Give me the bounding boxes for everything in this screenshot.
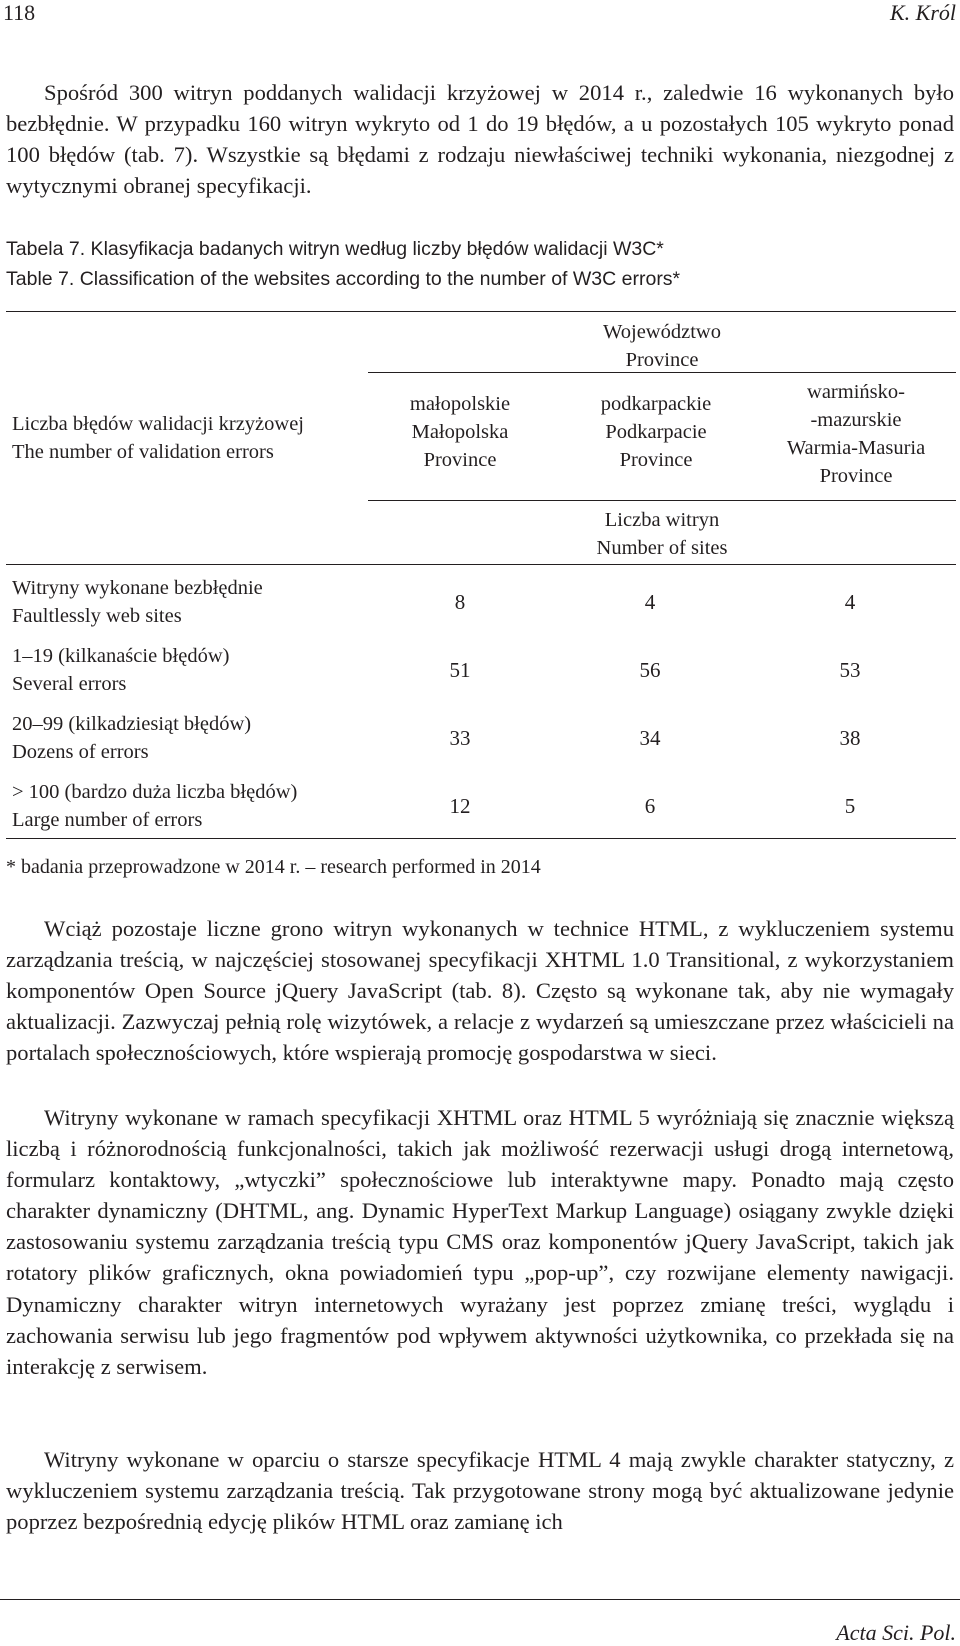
row-label-pl: 1–19 (kilkanaście błędów) — [12, 645, 230, 667]
table-cell-value: 53 — [839, 658, 861, 682]
footer-rule — [0, 1599, 960, 1600]
table-cell-value: 4 — [844, 590, 856, 614]
paragraph-html4: Witryny wykonane w oparciu o starsze specyfikacje HTML 4 mają zwykle charakter statyczny, z wykluczeniem systemu zarządzania treścią. Tak przygotowane strony mogą być aktualizowane jedynie poprzez bezpośrednią edycję plików HTML oraz zamianę ich — [6, 1447, 954, 1535]
table-rule-count — [368, 500, 956, 501]
column-header-line: Province — [819, 465, 893, 487]
column-header-line: warmińsko- — [807, 381, 905, 403]
page-number: 118 — [3, 0, 36, 25]
paragraph-intro: Spośród 300 witryn poddanych walidacji krzyżowej w 2014 r., zaledwie 16 wykonanych było bezbłędnie. W przypadku 160 witryn wykryto od 1 do 19 błędów, a u pozostałych 105 wykryto ponad 100 błędów (tab. 7). Wszystkie są błędami z rodzaju niewłaściwej techniki wykonania, niezgodnej z wytycznymi obranej specyfikacji. — [6, 80, 954, 199]
column-header-line: Małopolska — [411, 421, 509, 443]
running-author: K. Król — [889, 0, 956, 25]
table-rule-bottom — [6, 838, 956, 839]
column-header-line: podkarpackie — [600, 393, 712, 415]
table-cell-value: 6 — [644, 794, 656, 818]
province-group-header-en: Province — [625, 349, 699, 371]
province-group-header-pl: Województwo — [603, 321, 721, 343]
column-header-podkarpacie — [550, 390, 762, 474]
table-cell-value: 12 — [449, 794, 471, 818]
table-cell-value: 51 — [449, 658, 471, 682]
count-header-en: Number of sites — [596, 537, 728, 559]
row-label — [12, 574, 368, 630]
table-cell-value: 33 — [449, 726, 471, 750]
table-rule-top — [6, 311, 956, 312]
column-header-line: Podkarpacie — [605, 421, 707, 443]
row-label — [12, 710, 368, 766]
province-group-header — [368, 318, 956, 374]
row-header-en: The number of validation errors — [12, 441, 274, 463]
row-label-en: Large number of errors — [12, 809, 203, 831]
table-footnote: * badania przeprowadzone w 2014 r. – research performed in 2014 — [6, 856, 541, 878]
table-cell-value: 4 — [644, 590, 656, 614]
row-label-pl: > 100 (bardzo duża liczba błędów) — [12, 781, 298, 803]
count-header-pl: Liczba witryn — [604, 509, 720, 531]
row-label — [12, 778, 368, 834]
table-caption-en: Table 7. Classification of the websites according to the number of W3C errors* — [6, 268, 681, 290]
row-label — [12, 642, 368, 698]
row-header — [12, 410, 372, 466]
column-header-line: Warmia-Masuria — [786, 437, 926, 459]
table-cell-value: 38 — [839, 726, 861, 750]
count-header — [368, 506, 956, 562]
table-cell-value: 34 — [639, 726, 661, 750]
column-header-line: Province — [423, 449, 497, 471]
table-cell-value: 5 — [844, 794, 856, 818]
row-label-en: Dozens of errors — [12, 741, 149, 763]
column-header-warmia-masuria — [756, 378, 956, 490]
row-label-pl: 20–99 (kilkadziesiąt błędów) — [12, 713, 252, 735]
column-header-line: Province — [619, 449, 693, 471]
paragraph-html-sites: Wciąż pozostaje liczne grono witryn wykonanych w technice HTML, z wykluczeniem systemu zarządzania treścią, w najczęściej stosowanej specyfikacji XHTML 1.0 Transitional, z wykorzystaniem komponentów Open Source jQuery JavaScript (tab. 8). Często są wykonane tak, aby nie wymagały aktualizacji. Zazwyczaj pełnią rolę wizytówek, a relacje z wydarzeń są umieszczane przez właścicieli na portalach społecznościowych, które wspierają promocję gospodarstwa w sieci. — [6, 916, 954, 1066]
column-header-line: -mazurskie — [810, 409, 902, 431]
row-label-en: Faultlessly web sites — [12, 605, 182, 627]
table-rule-mid — [6, 564, 956, 565]
column-header-line: małopolskie — [409, 393, 511, 415]
row-header-pl: Liczba błędów walidacji krzyżowej — [12, 413, 304, 435]
row-label-pl: Witryny wykonane bezbłędnie — [12, 577, 263, 599]
table-cell-value: 56 — [639, 658, 661, 682]
table-rule-province — [368, 372, 956, 373]
table-cell-value: 8 — [454, 590, 466, 614]
row-label-en: Several errors — [12, 673, 127, 695]
table-caption-pl: Tabela 7. Klasyfikacja badanych witryn według liczby błędów walidacji W3C* — [6, 238, 664, 260]
running-journal: Acta Sci. Pol. — [836, 1620, 956, 1645]
column-header-malopolska — [370, 390, 550, 474]
paragraph-xhtml-html5: Witryny wykonane w ramach specyfikacji XHTML oraz HTML 5 wyróżniają się znacznie większą liczbą i różnorodnością funkcjonalności, takich jak możliwość rezerwacji usługi drogą internetową, formularz kontaktowy, „wtyczki” społecznościowe lub interaktywne mapy. Ponadto mają często charakter dynamiczny (DHTML, ang. Dynamic HyperText Markup Language) osiągany zwykle dzięki zastosowaniu systemu zarządzania treścią typu CMS oraz komponentów jQuery JavaScript, takich jak rotatory plików graficznych, okna powiadomień typu „pop-up”, czy rozwijane elementy nawigacji. Dynamiczny charakter witryn internetowych wyrażany jest poprzez zmianę treści, wyglądu i zachowania serwisu lub jego fragmentów pod wpływem aktywności użytkownika, co przekłada się na interakcję z serwisem. — [6, 1105, 954, 1379]
